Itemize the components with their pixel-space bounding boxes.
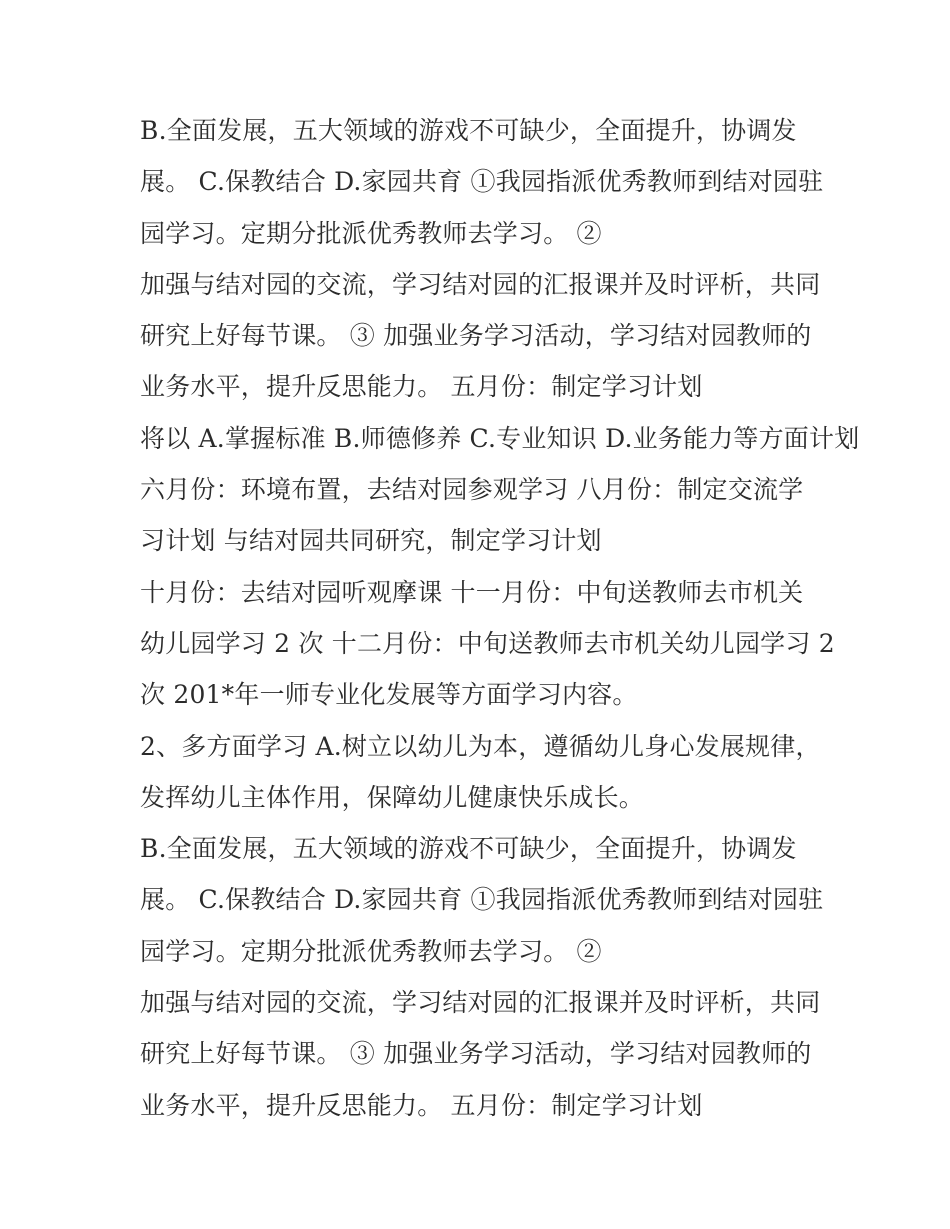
text-line: 业务水平，提升反思能力。 五月份：制定学习计划 (140, 372, 703, 402)
text-line: 习计划 与结对园共同研究，制定学习计划 (140, 526, 602, 556)
text-line: 园学习。定期分批派优秀教师去学习。 ② (140, 936, 602, 966)
text-line: B.全面发展，五大领域的游戏不可缺少，全面提升，协调发 (140, 834, 797, 864)
text-line: 研究上好每节课。 ③ 加强业务学习活动，学习结对园教师的 (140, 321, 812, 351)
text-line: 园学习。定期分批派优秀教师去学习。 ② (140, 218, 602, 248)
text-line: 展。 C.保教结合 D.家园共育 ①我园指派优秀教师到结对园驻 (140, 167, 824, 197)
text-line: 六月份：环境布置，去结对园参观学习 八月份：制定交流学 (140, 475, 804, 505)
text-line: 十月份：去结对园听观摩课 十一月份：中旬送教师去市机关 (140, 577, 804, 607)
text-line: 将以 A.掌握标准 B.师德修养 C.专业知识 D.业务能力等方面计划 (140, 423, 860, 453)
text-line: 2、多方面学习 A.树立以幼儿为本，遵循幼儿身心发展规律， (140, 731, 821, 761)
text-line: 业务水平，提升反思能力。 五月份：制定学习计划 (140, 1090, 703, 1120)
text-line: 次 201*年一师专业化发展等方面学习内容。 (140, 680, 638, 710)
document-body (140, 105, 860, 1131)
text-line: B.全面发展，五大领域的游戏不可缺少，全面提升，协调发 (140, 116, 797, 145)
text-line: 发挥幼儿主体作用，保障幼儿健康快乐成长。 (140, 782, 645, 812)
text-line: 展。 C.保教结合 D.家园共育 ①我园指派优秀教师到结对园驻 (140, 885, 824, 915)
text-line: 加强与结对园的交流，学习结对园的汇报课并及时评析，共同 (140, 269, 821, 299)
text-line: 加强与结对园的交流，学习结对园的汇报课并及时评析，共同 (140, 988, 821, 1018)
text-line: 幼儿园学习 2 次 十二月份：中旬送教师去市机关幼儿园学习 2 (140, 628, 835, 658)
text-line: 研究上好每节课。 ③ 加强业务学习活动，学习结对园教师的 (140, 1039, 812, 1069)
